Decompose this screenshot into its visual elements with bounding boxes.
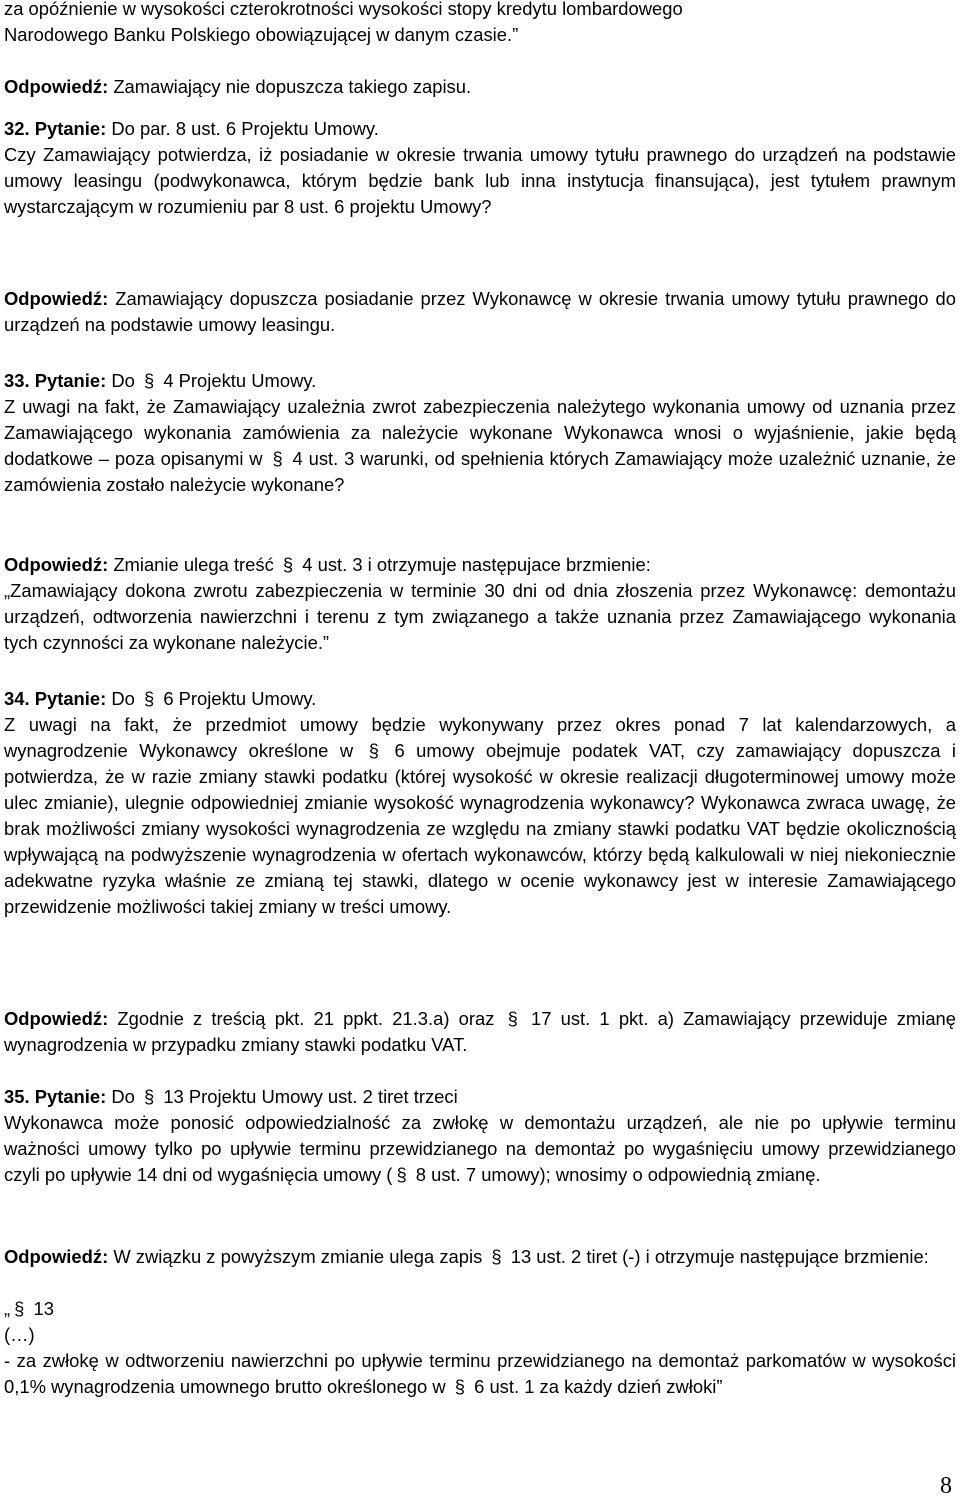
question-33-body	[4, 394, 956, 498]
answer-label: Odpowiedź:	[4, 1246, 109, 1267]
question-35-heading	[4, 1084, 956, 1110]
pytanie-label: Pytanie:	[34, 118, 107, 139]
section-sign: §	[368, 740, 379, 761]
previous-answer	[4, 74, 956, 100]
section-sign: §	[143, 370, 155, 391]
heading-text: Do par. 8 ust. 6 Projektu Umowy.	[106, 118, 379, 139]
answer-post: 13 ust. 2 tiret (-) i otrzymuje następujące brzmienie:	[505, 1246, 929, 1267]
answer-label: Odpowiedź:	[4, 554, 109, 575]
question-35-answer	[4, 1244, 956, 1270]
question-32-heading	[4, 116, 956, 142]
section-sign: §	[507, 1008, 518, 1029]
question-34-answer	[4, 1006, 956, 1058]
answer-text: Zamawiający nie dopuszcza takiego zapisu.	[108, 76, 472, 97]
question-33-quote: „Zamawiający dokona zwrotu zabezpieczenia w terminie 30 dni od dnia złoszenia przez Wykonawcę: demontażu urządzeń, odtworzenia nawierzchni i terenu z tym związanego a także uznania przez Zamawiającego wykonania tych czynności za wykonane należycie.”	[4, 580, 956, 653]
heading-pre: Do	[106, 370, 140, 391]
continuation-paragraph	[4, 0, 956, 48]
section-sign: §	[14, 1298, 25, 1319]
quote-post: 13	[28, 1298, 54, 1319]
answer-label: Odpowiedź:	[4, 76, 109, 97]
page-number: 8	[940, 1473, 952, 1499]
question-text-part-1: Z uwagi na fakt, że przedmiot umowy będzie wykonywany przez okres ponad 7 lat kalendarzowych, a wynagrodzenie Wykonawcy określone w	[4, 714, 956, 761]
pytanie-label: Pytanie:	[34, 688, 107, 709]
pytanie-label: Pytanie:	[34, 1086, 107, 1107]
question-32-body: Czy Zamawiający potwierdza, iż posiadanie w okresie trwania umowy tytułu prawnego do urządzeń na podstawie umowy leasingu (podwykonawca, którym będzie bank lub inna instytucja finansująca), jest tytułem prawnym wystarczającym w rozumieniu par 8 ust. 6 projektu Umowy?	[4, 144, 956, 217]
question-number: 32.	[4, 118, 30, 139]
question-text-part-1: Z uwagi na fakt, że Zamawiający uzależnia zwrot zabezpieczenia należytego wykonania umowy od uznania przez Zamawiającego wykonania zamówienia za należycie wykonane Wykonawca wnosi o wyjaśnienie, jakie będą dodatkowe – poza opisanymi w	[4, 396, 956, 469]
question-34-body	[4, 712, 956, 920]
question-32-answer	[4, 286, 956, 338]
question-35-quote-body	[4, 1348, 956, 1400]
section-sign: §	[143, 1086, 155, 1107]
quote-end: 6 ust. 1 za każdy dzień zwłoki”	[469, 1376, 723, 1397]
question-text-part-2: 8 ust. 7 umowy); wnosimy o odpowiednią zmianę.	[410, 1164, 821, 1185]
answer-label: Odpowiedź:	[4, 1008, 109, 1029]
answer-post: 17 ust. 1 pkt. a) Zamawiający przewiduje zmianę wynagrodzenia w przypadku zmiany stawki podatku VAT.	[4, 1008, 957, 1055]
answer-post: 4 ust. 3 i otrzymuje następujace brzmienie:	[297, 554, 651, 575]
section-sign: §	[272, 448, 283, 469]
heading-pre: Do	[106, 688, 140, 709]
answer-pre: Zmianie ulega treść	[108, 554, 279, 575]
answer-pre: W związku z powyższym zmianie ulega zapis	[108, 1246, 488, 1267]
question-35-body	[4, 1110, 956, 1188]
question-text-part-2: 4 ust. 3 warunki, od spełnienia których Zamawiający może uzależnić uznanie, że zamówienia zostało należycie wykonane?	[4, 448, 956, 495]
answer-pre: Zgodnie z treścią pkt. 21 ppkt. 21.3.a) oraz	[108, 1008, 504, 1029]
quote-body: - za zwłokę w odtworzeniu nawierzchni po upływie terminu przewidzianego na demontaż parkomatów w wysokości 0,1% wynagrodzenia umownego brutto określonego w	[4, 1350, 956, 1397]
quote-open: „	[4, 1298, 11, 1319]
question-number: 34.	[4, 688, 30, 709]
question-34-heading	[4, 686, 956, 712]
question-text-part-2: 6 umowy obejmuje podatek VAT, czy zamawiający dopuszcza i potwierdza, że w razie zmiany stawki podatku (której wysokość w okresie realizacji długoterminowej umowy może ulec zmianie), ulegnie odpowiedniej zmianie wysokość wynagrodzenia wykonawcy? Wykonawca zwraca uwagę, że brak możliwości zmiany wysokości wynagrodzenia ze względu na zmiany stawki podatku VAT będzie okolicznością wpływającą na podwyższenie wynagrodzenia w ofertach wykonawców, którzy będą kalkulowali w niej niekoniecznie adekwatne ryzyka właśnie ze zmianą tej stawki, dlatego w ocenie wykonawcy jest w interesie Zamawiającego przewidzenie możliwości takiej zmiany w treści umowy.	[4, 740, 957, 917]
pytanie-label: Pytanie:	[34, 370, 107, 391]
answer-label: Odpowiedź:	[4, 288, 109, 309]
heading-post: 6 Projektu Umowy.	[158, 688, 317, 709]
heading-post: 13 Projektu Umowy ust. 2 tiret trzeci	[158, 1086, 458, 1107]
question-number: 33.	[4, 370, 30, 391]
section-sign: §	[491, 1246, 502, 1267]
continuation-line-1: za opóźnienie w wysokości czterokrotności wysokości stopy kredytu lombardowego	[4, 0, 683, 19]
section-sign: §	[396, 1164, 407, 1185]
question-35-ellipsis: (…)	[4, 1324, 35, 1345]
question-text-part-1: Wykonawca może ponosić odpowiedzialność za zwłokę w demontażu urządzeń, ale nie po upływie terminu ważności umowy tylko po upływie terminu przewidzianego na demontaż po wygaśnięciu umowy przewidzianego czyli po upływie 14 dni od wygaśnięcia umowy (	[4, 1112, 956, 1185]
continuation-line-2: Narodowego Banku Polskiego obowiązującej w danym czasie.”	[4, 24, 519, 45]
section-sign: §	[143, 688, 155, 709]
heading-pre: Do	[106, 1086, 140, 1107]
section-sign: §	[282, 554, 294, 575]
heading-post: 4 Projektu Umowy.	[158, 370, 317, 391]
question-33-answer	[4, 552, 956, 578]
section-sign: §	[454, 1376, 465, 1397]
question-35-quote-start	[4, 1296, 956, 1322]
question-number: 35.	[4, 1086, 30, 1107]
answer-text: Zamawiający dopuszcza posiadanie przez Wykonawcę w okresie trwania umowy tytułu prawnego do urządzeń na podstawie umowy leasingu.	[4, 288, 956, 335]
question-33-heading	[4, 368, 956, 394]
